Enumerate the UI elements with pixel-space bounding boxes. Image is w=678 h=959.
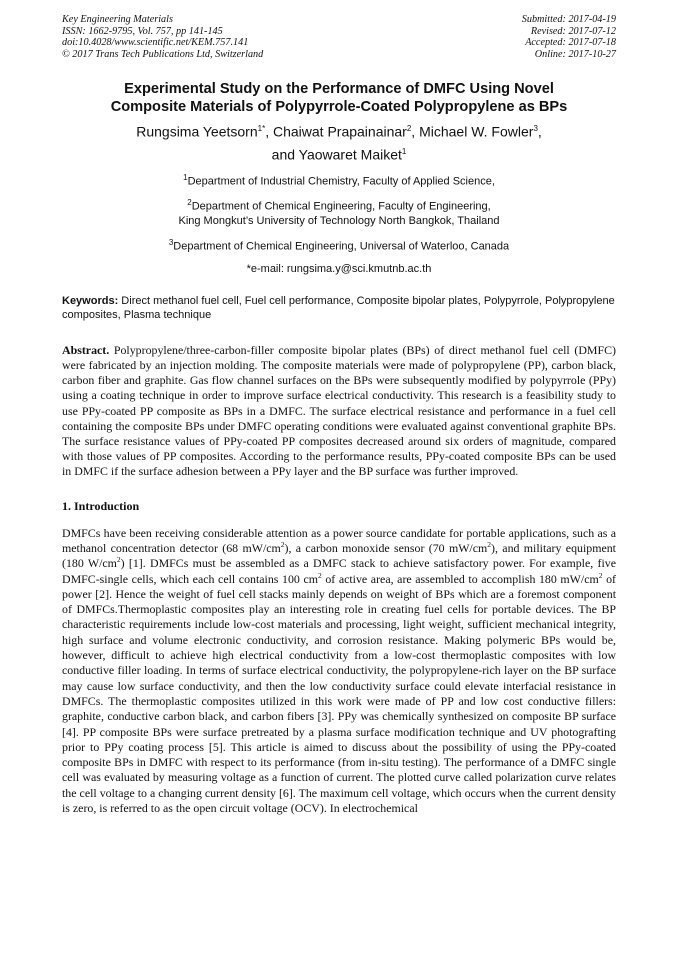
introduction-paragraph: DMFCs have been receiving considerable attention as a power source candidate for portable applications, such as a methanol concentration detector (68 $mW/cm^2$), a carbon monoxide sensor (70 $mW/cm^2$), and military equipment (180 $W/cm^2$) [1]. DMFCs must be assembled as a DMFC stack to achieve satisfactory power. For example, five DMFC-single cells, which each cell contains 100 $cm^2$ of active area, are assembled to accomplish 180 $mW/cm^2$ of power [2]. Hence the weight of fuel cell stacks mainly depends on weight of BPs which are a foremost component of DMFCs.Thermoplastic composites play an interesting role in creating fuel cells for portable devices. The BP characteristic requirements include low-cost materials and processing, light weight, sufficient mechanical integrity, high surface and volume electronic conductivity, and corrosion resistance. Making polymeric BPs would be, however, difficult to achieve high electrical conductivity from a low-cost thermoplastic composites with low conductive filler loading. In terms of surface electrical conductivity, the polypropylene-rich layer on the BP surface may cause low surface conductivity, and then the low conductivity surface could elevate interfacial resistance in DMFCs. The thermoplastic composites utilized in this work were made of PP and low cost conductive fillers: graphite, conductive carbon black, and carbon fibers [3]. PPy was chemically synthesized on composite BP surface [4]. PP composite BPs were surface pretreated by a plasma surface modification technique and UV photografting prior to PPy coating process [5]. This article is aimed to discuss about the possibility of using the PPy-coated composite BPs in DMFC with respect to its performance (from in-situ testing). The performance of a DMFC single cell was evaluated by measuring voltage as a function of current. The plotted curve called polarization curve relates the cell voltage to a changing current density [6]. The maximum cell voltage, which occurs when the current density is zero, is referred to as the open circuit voltage (OCV). In electrochemical (62, 525, 616, 816)
journal-header (62, 14, 616, 60)
abstract-paragraph (62, 343, 616, 480)
journal-doi: doi:10.4028/www.scientific.net/KEM.757.141 (62, 37, 249, 49)
author-list (62, 119, 616, 164)
authors-line-1: Rungsima Yeetsorn$^{1*}$, Chaiwat Prapainainar$^2$, Michael W. Fowler$^3$, (136, 124, 542, 141)
date-accepted: Accepted: 2017-07-18 (525, 37, 616, 49)
journal-info (62, 14, 263, 60)
author-name: Yaowaret Maiket (298, 146, 402, 163)
keywords-paragraph (62, 294, 616, 323)
date-revised: Revised: 2017-07-12 (530, 25, 616, 37)
abstract-label: Abstract. (62, 342, 110, 357)
author-affiliation-mark: 3 (533, 124, 538, 134)
authors-line-2 (62, 142, 616, 165)
author-name: Rungsima Yeetsorn (136, 124, 258, 141)
author-affiliation-mark: 1* (257, 124, 266, 134)
publication-dates (522, 14, 616, 60)
keywords-label: Keywords: (62, 294, 119, 307)
affiliation-3: $^3$Department of Chemical Engineering, Universal of Waterloo, Canada (168, 238, 510, 253)
paper-title (62, 80, 616, 116)
journal-name: Key Engineering Materials (62, 14, 173, 25)
date-submitted: Submitted: 2017-04-19 (521, 14, 616, 25)
journal-issn: ISSN: 1662-9795, Vol. 757, pp 141-145 (62, 25, 223, 37)
author-name: Chaiwat Prapainainar (272, 124, 407, 141)
title-line-1: Experimental Study on the Performance of DMFC Using Novel (124, 81, 554, 98)
author-conjunction: and (271, 146, 296, 163)
corresponding-email: *e-mail: rungsima.y@sci.kmutnb.ac.th (246, 262, 432, 275)
author-affiliation-mark: 2 (406, 124, 412, 134)
date-online: Online: 2017-10-27 (534, 48, 616, 60)
title-line-2: Composite Materials of Polypyrrole-Coated Polypropylene as BPs (110, 99, 568, 116)
abstract-text: Polypropylene/three-carbon-filler composite bipolar plates (BPs) of direct methanol fuel cell (DMFC) were fabricated by an injection molding. The composite materials were made of polypropylene (PP), carbon black, carbon fiber and graphite. Gas flow channel surfaces on the BPs were subsequently modified by polypyrrole (PPy) using a coating technique in order to improve surface electrical conductivity. This research is a feasibility study to use PPy-coated PP composite as BPs in a DMFC. The surface electrical resistance and performance in a fuel cell containing the composite BPs under DMFC operating conditions were evaluated against conventional graphite BPs. The surface resistance values of PPy-coated PP composites decreased around six orders of magnitude, compared with those values of PP composites. According to the performance results, PPy-coated composite BPs can be used in DMFC if the surface adhesion between a PPy layer and the BP surface was further improved. (62, 342, 616, 479)
journal-copyright: © 2017 Trans Tech Publications Ltd, Switzerland (62, 48, 264, 60)
section-heading-introduction: 1. Introduction (62, 498, 140, 513)
affiliation-2: $^2$Department of Chemical Engineering, Faculty of Engineering, King Mongkut’s University of Technology North Bangkok, Thailand (178, 198, 500, 227)
keywords-text: Direct methanol fuel cell, Fuel cell performance, Composite bipolar plates, Polypyrrole, Polypropylene composites, Plasma technique (62, 294, 615, 322)
author-name: Michael W. Fowler (419, 124, 534, 141)
affiliation-1: $^1$Department of Industrial Chemistry, Faculty of Applied Science, (183, 172, 495, 188)
author-affiliation-mark: 1 (401, 147, 407, 157)
